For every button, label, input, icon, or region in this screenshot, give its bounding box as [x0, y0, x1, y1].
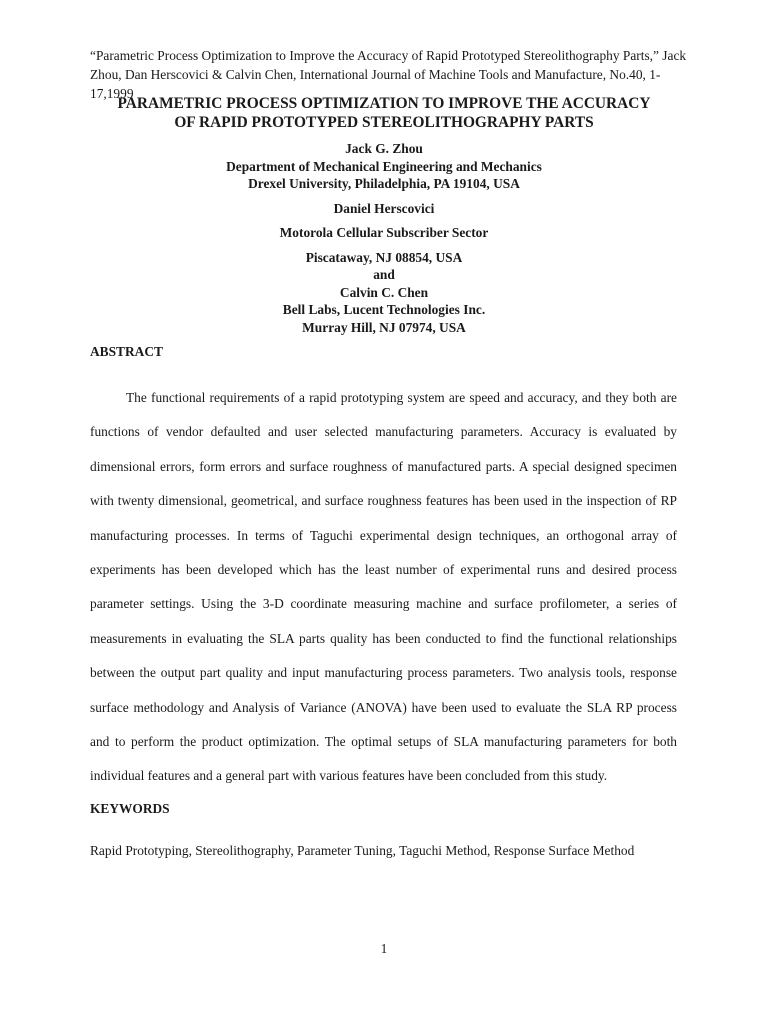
author-3-affiliation: Bell Labs, Lucent Technologies Inc.: [282, 302, 486, 317]
paper-title-line-2: OF RAPID PROTOTYPED STEREOLITHOGRAPHY PARTS: [174, 114, 594, 131]
abstract-body: The functional requirements of a rapid prototyping system are speed and accuracy, and they both are functions of vendor defaulted and user selected manufacturing parameters. Accuracy is evaluated by dimensional errors, form errors and surface roughness of manufactured parts. A special designed specimen with twenty dimensional, geometrical, and surface roughness features has been used in the inspection of RP manufacturing processes. In terms of Taguchi experimental design techniques, an orthogonal array of experiments has been developed which has the least number of experimental runs and desired process parameter settings. Using the 3-D coordinate measuring machine and surface profilometer, a series of measurements in evaluating the SLA parts quality has been conducted to find the functional relationships between the output part quality and input manufacturing process parameters. Two analysis tools, response surface methodology and Analysis of Variance (ANOVA) have been used to evaluate the SLA RP process and to perform the product optimization. The optimal setups of SLA manufacturing parameters for both individual features and a general part with various features have been concluded from this study.: [90, 390, 677, 784]
author-3-address: Murray Hill, NJ 07974, USA: [302, 319, 466, 335]
paper-title: [80, 94, 688, 132]
citation-header: “Parametric Process Optimization to Improve the Accuracy of Rapid Prototyped Stereolithography Parts,” Jack Zhou, Dan Herscovici & Calvin Chen, International Journal of Machine Tools and Manufacture, No.40, 1-17,1999: [90, 48, 687, 101]
keywords-heading: KEYWORDS: [90, 801, 170, 816]
author-1-address: Drexel University, Philadelphia, PA 19104, USA: [248, 176, 520, 191]
author-1-name: Jack G. Zhou: [345, 141, 423, 156]
paper-title-line-1: PARAMETRIC PROCESS OPTIMIZATION TO IMPROVE THE ACCURACY: [117, 95, 651, 112]
author-2-address: Piscataway, NJ 08854, USA: [305, 249, 463, 265]
author-block: [80, 140, 688, 336]
author-conjunction: and: [373, 267, 395, 282]
author-2-name: Daniel Herscovici: [333, 200, 435, 216]
author-1-department: Department of Mechanical Engineering and Mechanics: [226, 158, 542, 174]
abstract-heading: ABSTRACT: [90, 344, 163, 359]
page-number: 1: [380, 941, 388, 956]
author-2-affiliation: Motorola Cellular Subscriber Sector: [279, 225, 489, 240]
author-3-name: Calvin C. Chen: [339, 284, 429, 300]
keywords-body: Rapid Prototyping, Stereolithography, Parameter Tuning, Taguchi Method, Response Surface Method: [90, 843, 635, 858]
